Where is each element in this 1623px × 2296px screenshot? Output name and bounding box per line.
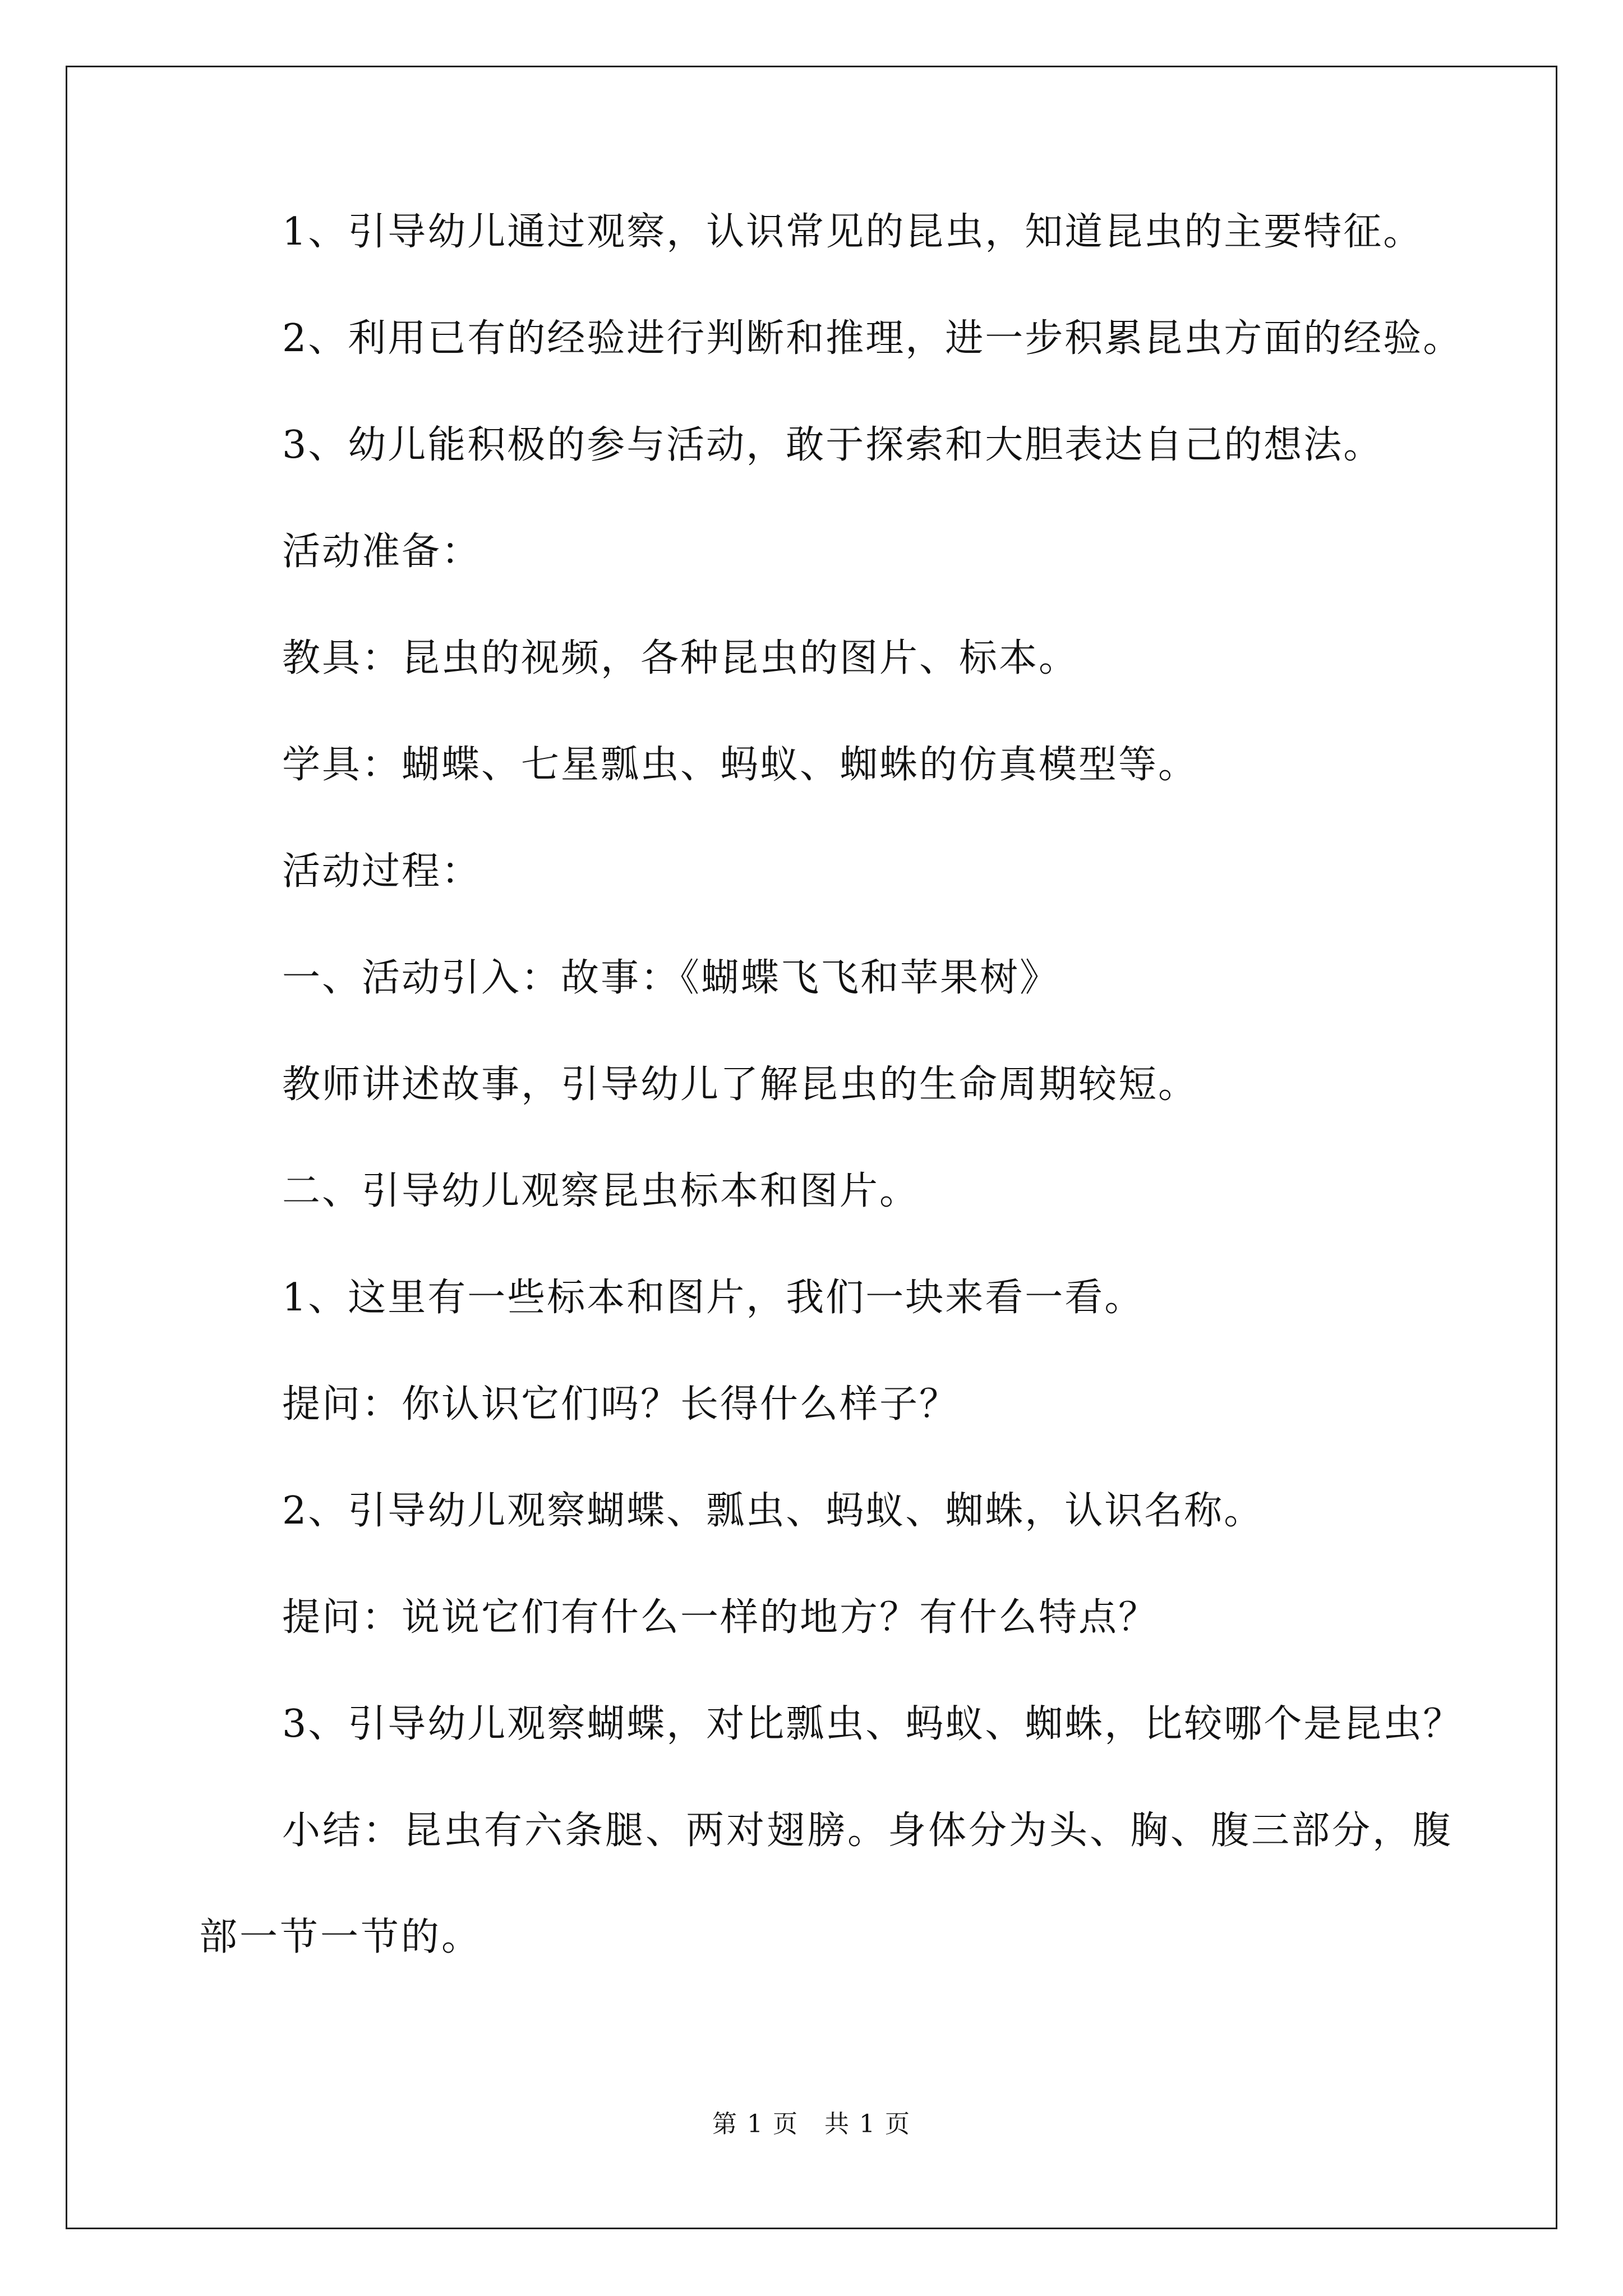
- paragraph: 二、引导幼儿观察昆虫标本和图片。: [282, 1169, 920, 1213]
- section-heading: 活动过程：: [282, 849, 482, 894]
- paragraph: 3、引导幼儿观察蝴蝶，对比瓢虫、蚂蚁、蜘蛛，比较哪个是昆虫？: [282, 1702, 1463, 1746]
- paragraph: 教具：昆虫的视频，各种昆虫的图片、标本。: [282, 636, 1079, 680]
- paragraph: 学具：蝴蝶、七星瓢虫、蚂蚁、蜘蛛的仿真模型等。: [282, 743, 1198, 787]
- paragraph: 提问：你认识它们吗？长得什么样子？: [282, 1382, 960, 1427]
- paragraph: 教师讲述故事，引导幼儿了解昆虫的生命周期较短。: [282, 1062, 1198, 1107]
- paragraph: 提问：说说它们有什么一样的地方？有什么特点？: [282, 1595, 1159, 1640]
- page-footer: 第 1 页 共 1 页: [712, 2110, 911, 2138]
- paragraph: 2、利用已有的经验进行判断和推理，进一步积累昆虫方面的经验。: [282, 316, 1463, 361]
- paragraph: 1、这里有一些标本和图片，我们一块来看一看。: [282, 1276, 1145, 1320]
- paragraph: 一、活动引入：故事：《蝴蝶飞飞和苹果树》: [282, 956, 1060, 1000]
- document-body: [199, 210, 1489, 2059]
- paragraph: 3、幼儿能积极的参与活动，敢于探索和大胆表达自己的想法。: [282, 423, 1384, 467]
- summary-paragraph: 小结：昆虫有六条腿、两对翅膀。身体分为头、胸、腹三部分，腹部一节一节的。: [199, 1809, 1454, 1959]
- section-heading: 活动准备：: [282, 530, 482, 574]
- paragraph: 2、引导幼儿观察蝴蝶、瓢虫、蚂蚁、蜘蛛，认识名称。: [282, 1489, 1264, 1533]
- paragraph: 1、引导幼儿通过观察，认识常见的昆虫，知道昆虫的主要特征。: [282, 210, 1423, 254]
